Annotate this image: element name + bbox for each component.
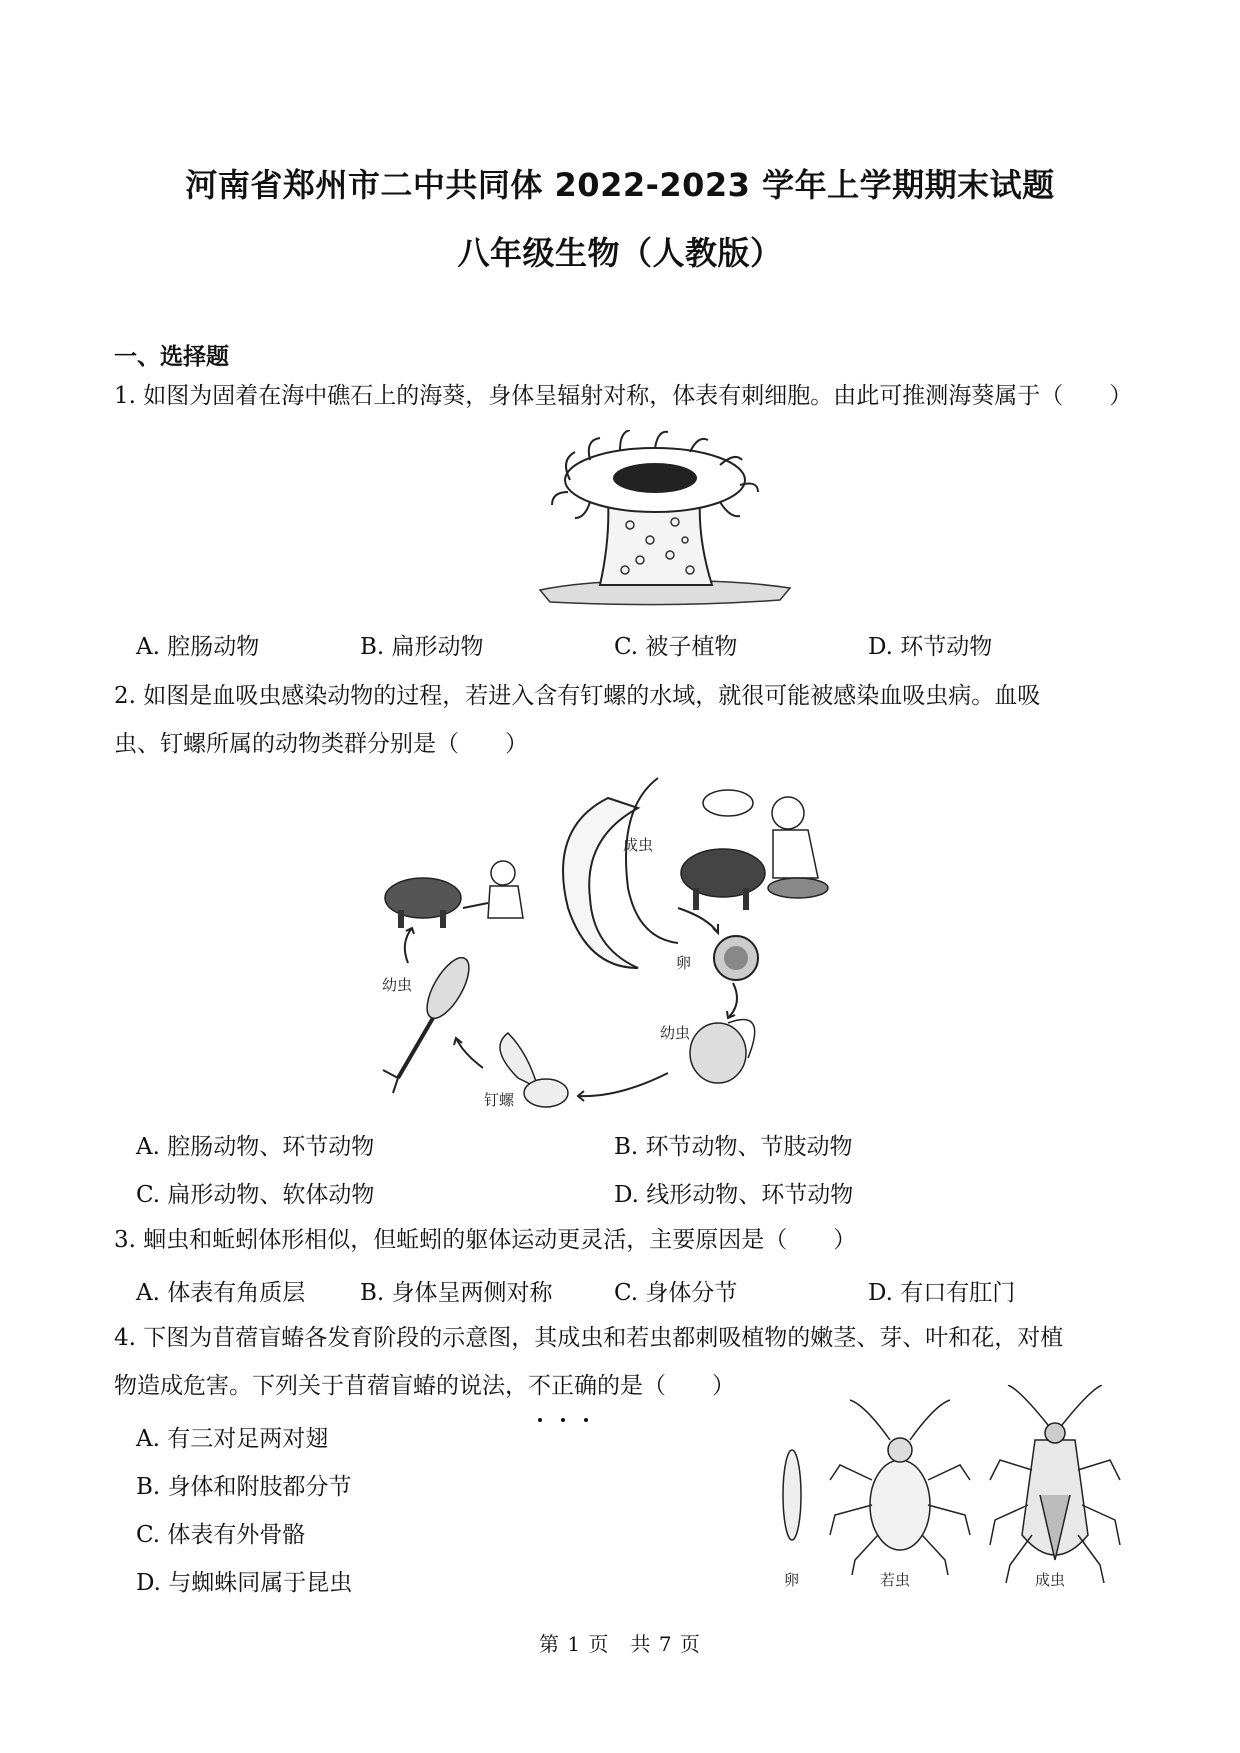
q1-option-b[interactable]: B. 扁形动物 — [360, 634, 484, 660]
schistosome-cycle-figure — [378, 768, 858, 1118]
question-3-stem: 3. 蛔虫和蚯蚓体形相似，但蚯蚓的躯体运动更灵活，主要原因是（ ） — [114, 1227, 857, 1253]
doc-subtitle: 八年级生物（人教版） — [457, 234, 783, 272]
doc-title: 河南省郑州市二中共同体 2022-2023 学年上学期期末试题 — [185, 166, 1055, 204]
q3-option-a[interactable]: A. 体表有角质层 — [136, 1280, 306, 1306]
q1-option-a[interactable]: A. 腔肠动物 — [136, 634, 260, 660]
q4-stem-before: 物造成危害。下列关于苜蓿盲蝽的说法， — [114, 1373, 528, 1399]
label-nymph: 若虫 — [880, 1571, 911, 1589]
label-larva-cercaria: 幼虫 — [382, 976, 413, 994]
label-larva-miracidium: 幼虫 — [660, 1024, 691, 1042]
section-heading: 一、选择题 — [114, 344, 229, 370]
bug-egg-illustration — [783, 1450, 801, 1540]
question-4-stem-line2 — [114, 1362, 735, 1410]
adult-bug-illustration — [990, 1385, 1120, 1583]
q3-option-b[interactable]: B. 身体呈两侧对称 — [360, 1280, 553, 1306]
question-4-stem-line1: 4. 下图为苜蓿盲蝽各发育阶段的示意图，其成虫和若虫都刺吸植物的嫩茎、芽、叶和花，对植 — [114, 1325, 1064, 1351]
label-adult-worm: 成虫 — [623, 836, 654, 854]
q3-option-d[interactable]: D. 有口有肛门 — [868, 1280, 1016, 1306]
page-footer: 第 1 页 共 7 页 — [539, 1632, 701, 1656]
q1-option-c[interactable]: C. 被子植物 — [614, 634, 738, 660]
host-animals-illustration — [681, 790, 828, 910]
q4-option-d[interactable]: D. 与蜘蛛同属于昆虫 — [136, 1570, 353, 1596]
q2-option-b[interactable]: B. 环节动物、节肢动物 — [614, 1134, 853, 1160]
sea-anemone-illustration — [540, 430, 790, 605]
q2-option-a[interactable]: A. 腔肠动物、环节动物 — [136, 1134, 375, 1160]
nymph-illustration — [830, 1400, 970, 1575]
q2-option-c[interactable]: C. 扁形动物、软体动物 — [136, 1182, 375, 1208]
cercaria-illustration — [383, 952, 477, 1093]
egg-illustration — [714, 936, 758, 980]
miracidium-illustration — [690, 1020, 755, 1083]
question-2-stem-line1: 2. 如图是血吸虫感染动物的过程，若进入含有钉螺的水域，就很可能被感染血吸虫病。血吸 — [114, 683, 1041, 709]
q4-emph-char-1: 不 — [528, 1362, 551, 1410]
question-2-stem-line2: 虫、钉螺所属的动物类群分别是（ ） — [114, 731, 528, 757]
label-snail: 钉螺 — [484, 1091, 515, 1109]
label-bug-egg: 卵 — [784, 1571, 800, 1589]
q4-emph-char-3: 确 — [574, 1362, 597, 1410]
q3-option-c[interactable]: C. 身体分节 — [614, 1280, 738, 1306]
label-egg: 卵 — [676, 954, 692, 972]
q4-option-a[interactable]: A. 有三对足两对翅 — [136, 1426, 329, 1452]
q4-option-c[interactable]: C. 体表有外骨骼 — [136, 1522, 306, 1548]
label-adult-bug: 成虫 — [1035, 1571, 1066, 1589]
plant-bug-stages-figure — [770, 1385, 1150, 1600]
q4-stem-after: 的是（ ） — [597, 1373, 735, 1399]
q4-emph-char-2: 正 — [551, 1362, 574, 1410]
q2-option-d[interactable]: D. 线形动物、环节动物 — [614, 1182, 854, 1208]
q1-option-d[interactable]: D. 环节动物 — [868, 634, 993, 660]
adult-worm-illustration — [563, 778, 678, 968]
sea-anemone-figure — [530, 430, 800, 610]
q4-option-b[interactable]: B. 身体和附肢都分节 — [136, 1474, 352, 1500]
question-1-stem: 1. 如图为固着在海中礁石上的海葵，身体呈辐射对称，体表有刺细胞。由此可推测海葵属于（ ） — [114, 383, 1133, 409]
plowing-farmer-illustration — [385, 861, 523, 928]
